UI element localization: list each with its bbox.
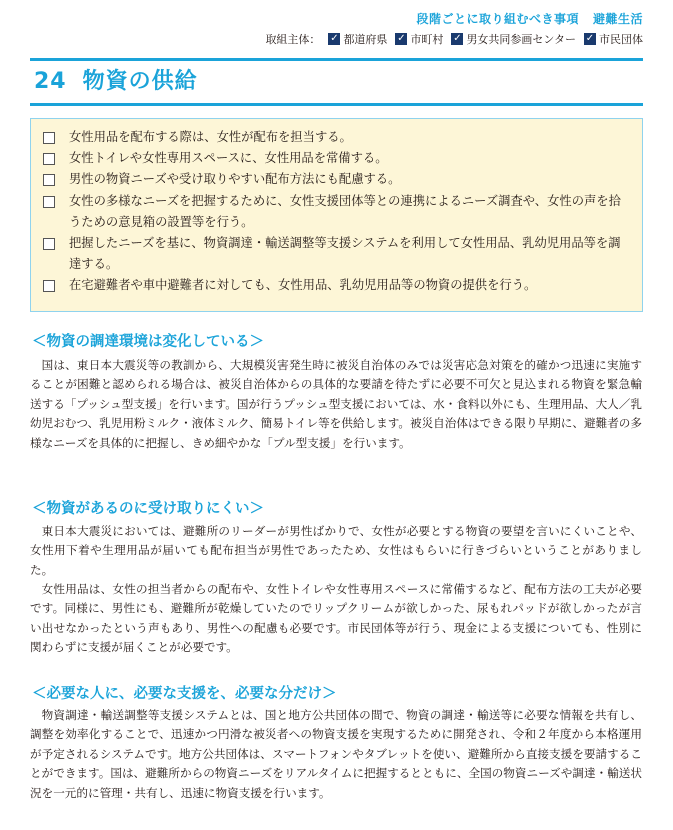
empty-checkbox-icon[interactable] <box>43 196 55 208</box>
actor-label: 男女共同参画センター <box>466 33 576 46</box>
empty-checkbox-icon[interactable] <box>43 153 55 165</box>
actor-municipality <box>395 31 443 47</box>
actors-row <box>265 31 643 47</box>
section-paragraph: 女性用品は、女性の担当者からの配布や、女性トイレや女性専用スペースに常備するなど、配布方法の工夫が必要です。同様に、男性にも、避難所が乾燥していたのでリップクリームが欲しかった、尿もれパッドが欲しかったが言い出せなかったという声もあり、男性への配慮も必要です。市民団体等が行う、現金による支援についても、性別に関わらずに支援が届くことが必要です。 <box>30 582 642 655</box>
actor-label: 市民団体 <box>599 33 643 46</box>
empty-checkbox-icon[interactable] <box>43 132 55 144</box>
checklist-item-text: 女性用品を配布する際は、女性が配布を担当する。 <box>69 130 352 144</box>
checklist-item-text: 男性の物資ニーズや受け取りやすい配布方法にも配慮する。 <box>69 172 401 187</box>
checklist-item-text: 在宅避難者や車中避難者に対しても、女性用品、乳幼児用品等の物資の提供を行う。 <box>69 278 537 293</box>
checklist-item <box>41 148 628 169</box>
section-heading-needs: ＜必要な人に、必要な支援を、必要な分だけ＞ <box>32 686 337 702</box>
checked-box-icon: ✓ <box>397 33 406 44</box>
checklist-item-text: 女性トイレや女性専用スペースに、女性用品を常備する。 <box>69 151 388 166</box>
checked-box-icon: ✓ <box>453 33 462 44</box>
actor-label: 都道府県 <box>343 33 388 46</box>
checklist-item <box>41 233 628 275</box>
checklist-box <box>30 118 643 312</box>
checklist-item <box>41 169 628 190</box>
section-paragraph: 物資調達・輸送調整等支援システムとは、国と地方公共団体の間で、物資の調達・輸送等に必要な情報を共有し、調整を効率化することで、迅速かつ円滑な被災者への物資支援を実現するために開発され、令和２年度から本格運用が予定されるシステムです。地方公共団体は、スマートフォンやタブレットを使い、避難所から直接支援を要請することができます。国は、避難所からの物資ニーズをリアルタイムに把握するとともに、全国の物資ニーズや調達・輸送状況を一元的に管理・共有し、迅速に物資支援を行います。 <box>30 708 642 800</box>
page-title <box>34 64 198 95</box>
page-title-text: 物資の供給 <box>82 69 198 94</box>
section-label <box>265 10 643 27</box>
section-heading-procurement: ＜物資の調達環境は変化している＞ <box>32 334 264 350</box>
checked-box-icon: ✓ <box>330 33 339 44</box>
empty-checkbox-icon[interactable] <box>43 238 55 250</box>
page-header <box>265 10 643 47</box>
actor-gender-equality-center <box>451 31 576 47</box>
checklist-item-text: 女性の多様なニーズを把握するために、女性支援団体等との連携によるニーズ調査や、女性の声を拾うための意見箱の設置等を行う。 <box>69 193 621 229</box>
checklist-item <box>41 127 628 148</box>
title-rule-bottom <box>30 103 643 106</box>
checklist-item <box>41 275 628 296</box>
section-paragraph: 国は、東日本大震災等の教訓から、大規模災害発生時に被災自治体のみでは災害応急対策を的確かつ迅速に実施することが困難と認められる場合は、被災自治体からの具体的な要請を待たずに必要不可欠と見込まれる物資を緊急輸送する「プッシュ型支援」を行います。国が行うプッシュ型支援においては、水・食料以外にも、生理用品、大人／乳幼児おむつ、乳児用粉ミルク・液体ミルク、簡易トイレ等を供給します。被災自治体はできる限り早期に、避難者の多様なニーズを具体的に把握し、きめ細やかな「プル型支援」を行います。 <box>30 358 642 450</box>
page-title-number: 24 <box>34 69 67 94</box>
actor-citizen-group <box>584 31 643 47</box>
actor-label: 市町村 <box>410 33 444 46</box>
phase-label: 避難生活 <box>592 12 643 26</box>
checked-box-icon: ✓ <box>585 33 595 44</box>
checklist-item-text: 把握したニーズを基に、物資調達・輸送調整等支援システムを利用して女性用品、乳幼児用品等を調達する。 <box>69 236 621 272</box>
checklist-item <box>41 191 628 233</box>
actors-label: 取組主体： <box>265 33 321 46</box>
section-paragraph: 東日本大震災においては、避難所のリーダーが男性ばかりで、女性が必要とする物資の要望を言いにくいことや、女性用下着や生理用品が届いても配布担当が男性であったため、女性はもらいに行きづらいということがありました。 <box>30 524 642 577</box>
section-heading-receiving: ＜物資があるのに受け取りにくい＞ <box>32 501 264 517</box>
section-category: 段階ごとに取り組むべき事項 <box>416 12 579 26</box>
empty-checkbox-icon[interactable] <box>43 174 55 186</box>
actor-prefecture <box>328 31 387 47</box>
empty-checkbox-icon[interactable] <box>43 280 55 292</box>
title-rule-top <box>30 58 643 61</box>
